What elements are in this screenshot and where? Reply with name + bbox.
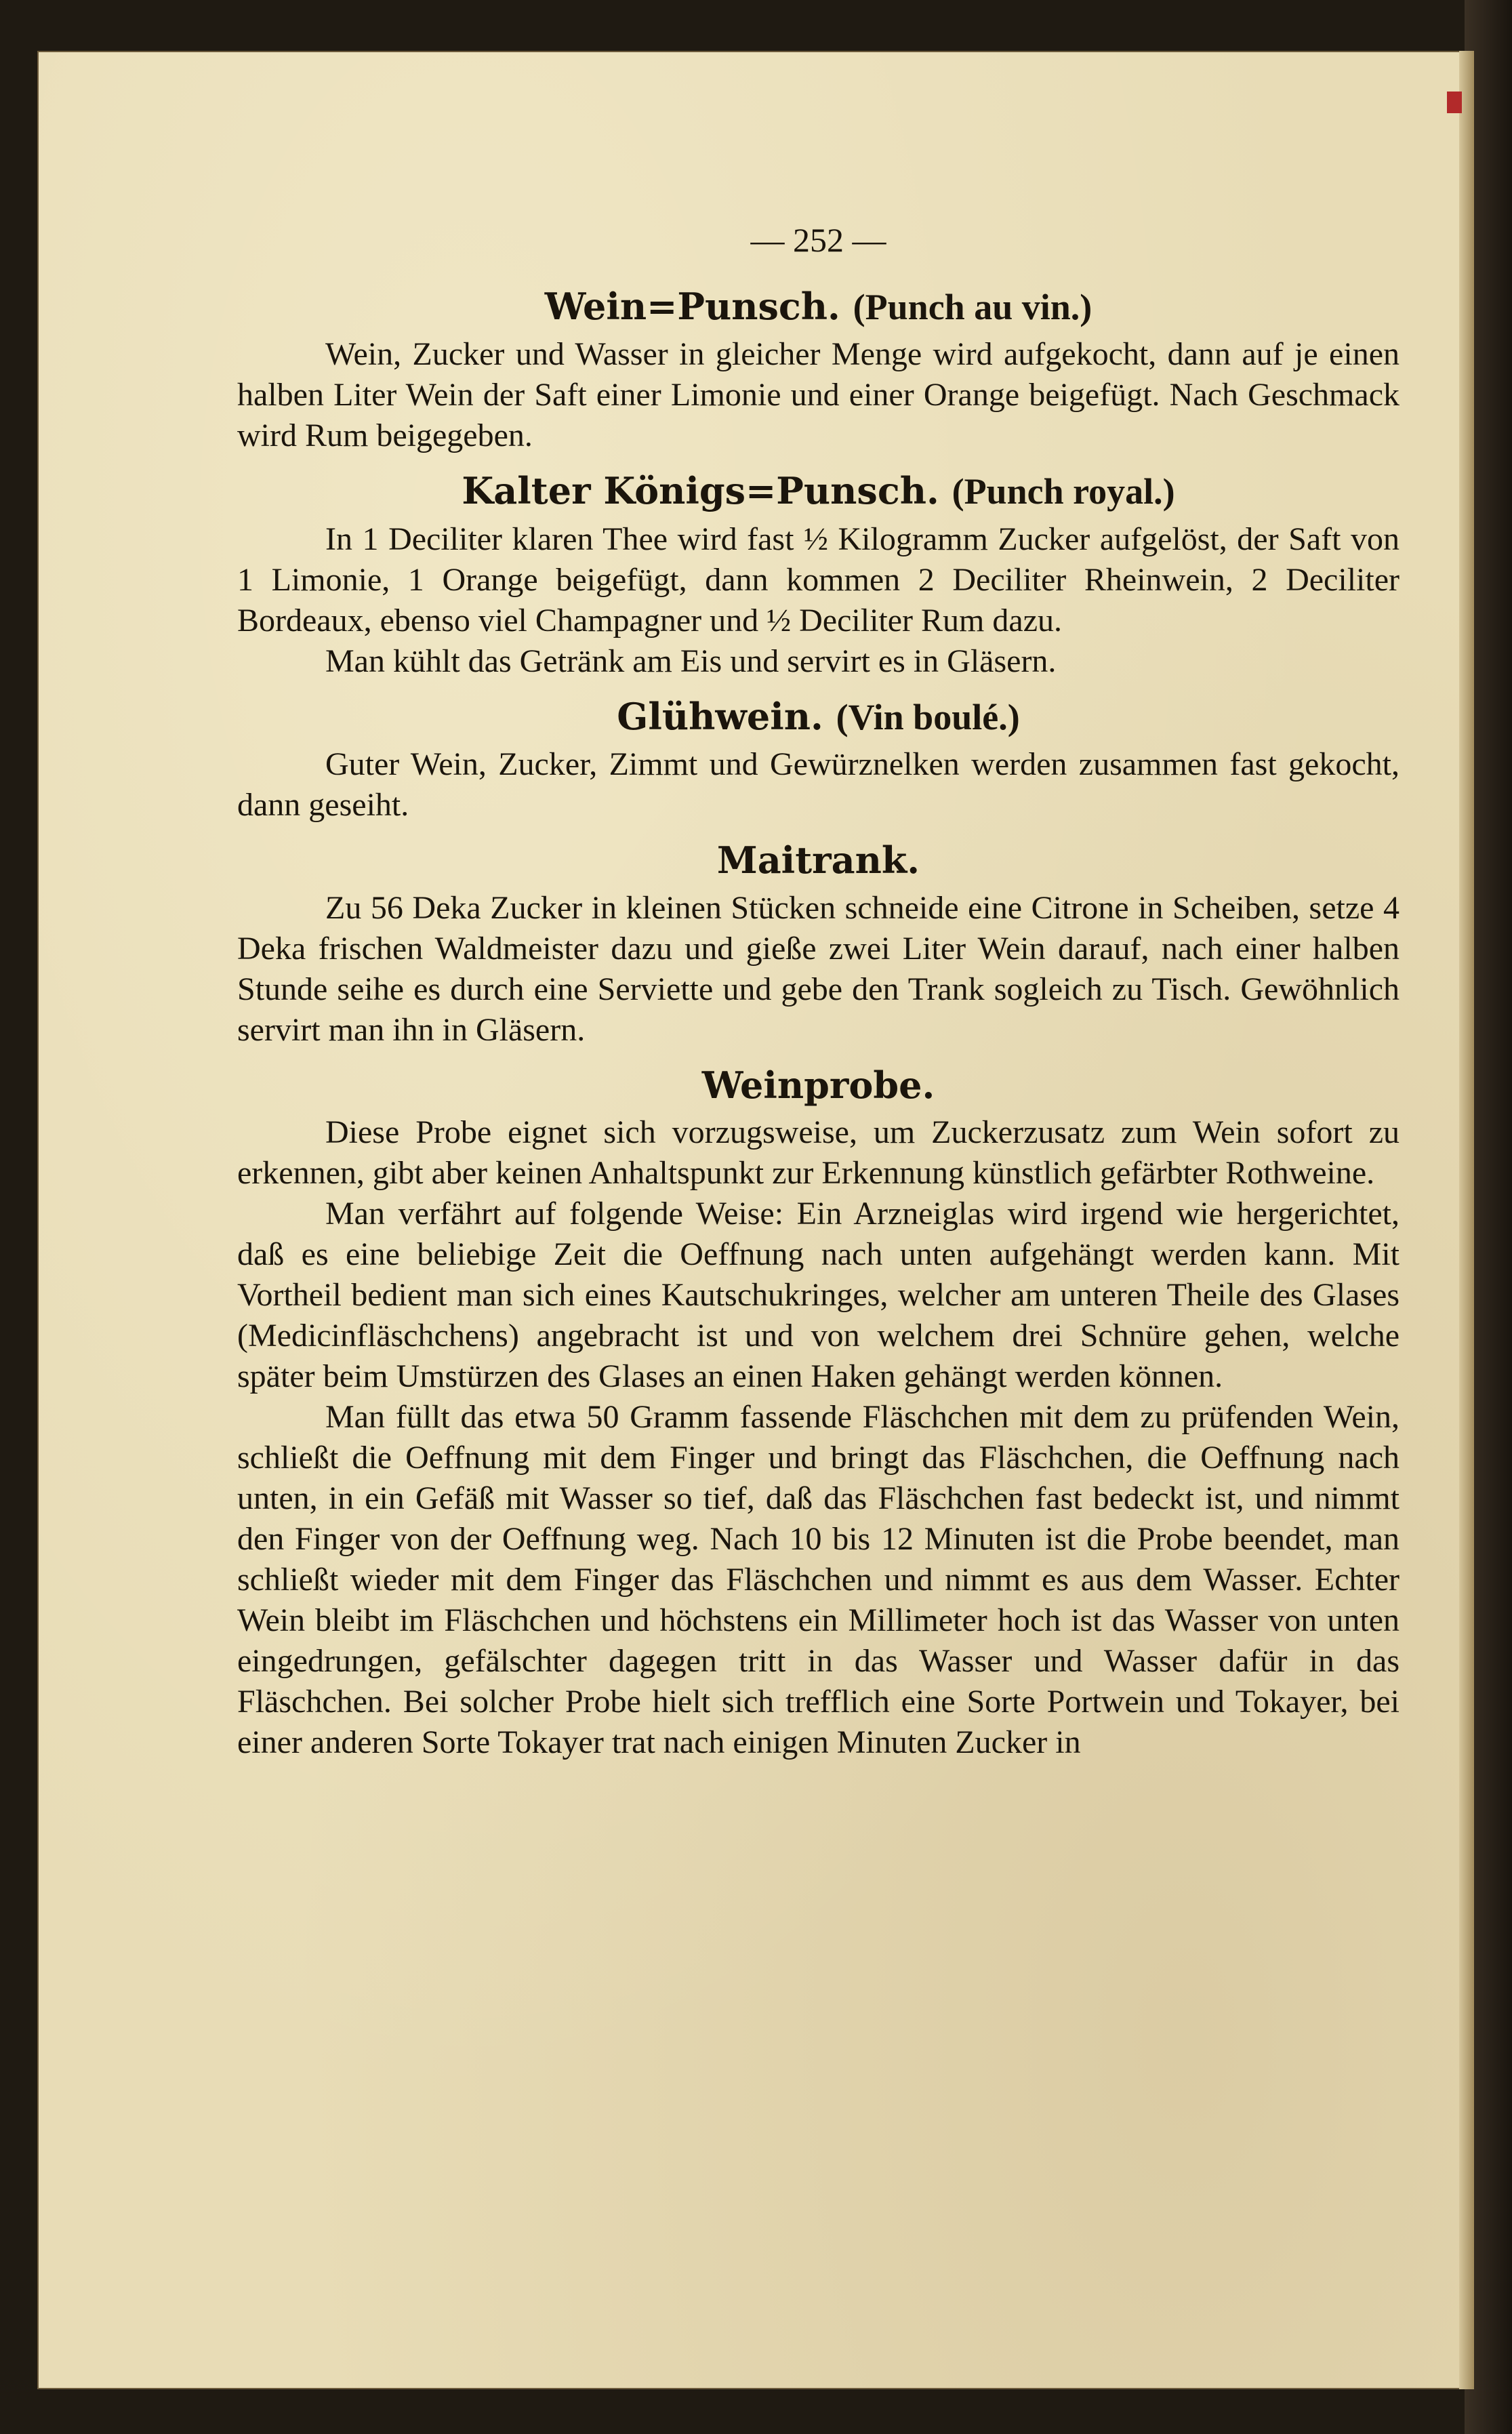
section-heading <box>237 838 1399 883</box>
section-title: Kalter Königs=Punsch. <box>462 469 939 513</box>
paragraph: Man kühlt das Getränk am Eis und servirt es in Gläsern. <box>325 643 1057 679</box>
section-heading <box>237 1063 1399 1107</box>
section-heading <box>237 287 1399 327</box>
section-gluehwein <box>237 694 1399 826</box>
page-content <box>237 220 1399 1763</box>
paragraph: Wein, Zucker und Wasser in gleicher Menge wird aufgekocht, dann auf je einen halben Liter Wein der Saft einer Limonie und einer Orange beigefügt. Nach Geschmack wird Rum beigegeben. <box>237 336 1399 454</box>
section-heading <box>237 694 1399 738</box>
section-title: Wein=Punsch. <box>544 285 840 328</box>
page-number: — 252 — <box>750 221 886 259</box>
section-title: Glühwein. <box>617 694 823 738</box>
book-page <box>37 51 1474 2389</box>
paragraph: Man verfährt auf folgende Weise: Ein Arzneiglas wird irgend wie hergerichtet, daß es eine beliebige Zeit die Oeffnung nach unten aufgehängt werden kann. Mit Vortheil bedient man sich eines Kautschukringes, welcher am unteren Theile des Glases (Medicinfläschchens) angebracht ist und von welchem drei Schnüre gehen, welche später beim Umstürzen des Glases an einen Haken gehängt werden können. <box>237 1195 1399 1394</box>
red-bookmark-mark <box>1447 92 1462 113</box>
section-subtitle: (Punch au vin.) <box>853 287 1092 327</box>
paragraph: Diese Probe eignet sich vorzugsweise, um Zuckerzusatz zum Wein sofort zu erkennen, gibt aber keinen Anhaltspunkt zur Erkennung künstlich gefärbter Rothweine. <box>237 1114 1399 1191</box>
section-heading <box>237 471 1399 512</box>
section-maitrank <box>237 840 1399 1050</box>
section-kalter-koenigs-punsch <box>237 471 1399 681</box>
section-title: Weinprobe. <box>701 1063 935 1107</box>
paragraph: In 1 Deciliter klaren Thee wird fast ½ Kilogramm Zucker aufgelöst, der Saft von 1 Limonie, 1 Orange beigefügt, dann kommen 2 Deciliter Rheinwein, 2 Deciliter Bordeaux, ebenso viel Champagner und ½ Deciliter Rum dazu. <box>237 521 1399 638</box>
section-weinprobe <box>237 1063 1399 1763</box>
section-subtitle: (Vin boulé.) <box>836 696 1020 737</box>
page-edge <box>1459 51 1474 2389</box>
section-wein-punsch <box>237 287 1399 456</box>
paragraph: Man füllt das etwa 50 Gramm fassende Fläschchen mit dem zu prüfenden Wein, schließt die Oeffnung mit dem Finger und bringt das Fläschchen, die Oeffnung nach unten, in ein Gefäß mit Wasser so tief, daß das Fläschchen fast bedeckt ist, und nimmt den Finger von der Oeffnung weg. Nach 10 bis 12 Minuten ist die Probe beendet, man schließt wieder mit dem Finger das Fläschchen und nimmt es aus dem Wasser. Echter Wein bleibt im Fläschchen und höchstens ein Millimeter hoch ist das Wasser von unten eingedrungen, gefälschter dagegen tritt in das Wasser und Wasser dafür in das Fläschchen. Bei solcher Probe hielt sich trefflich eine Sorte Portwein und Tokayer, bei einer anderen Sorte Tokayer trat nach einigen Minuten Zucker in <box>237 1398 1399 1760</box>
paragraph: Guter Wein, Zucker, Zimmt und Gewürznelken werden zusammen fast gekocht, dann geseiht. <box>237 746 1399 824</box>
section-subtitle: (Punch royal.) <box>952 471 1175 512</box>
section-title: Maitrank. <box>716 838 920 883</box>
paragraph: Zu 56 Deka Zucker in kleinen Stücken schneide eine Citrone in Scheiben, setze 4 Deka frischen Waldmeister dazu und gieße zwei Liter Wein darauf, nach einer halben Stunde seihe es durch eine Serviette und gebe den Trank sogleich zu Tisch. Gewöhnlich servirt man ihn in Gläsern. <box>237 889 1399 1048</box>
